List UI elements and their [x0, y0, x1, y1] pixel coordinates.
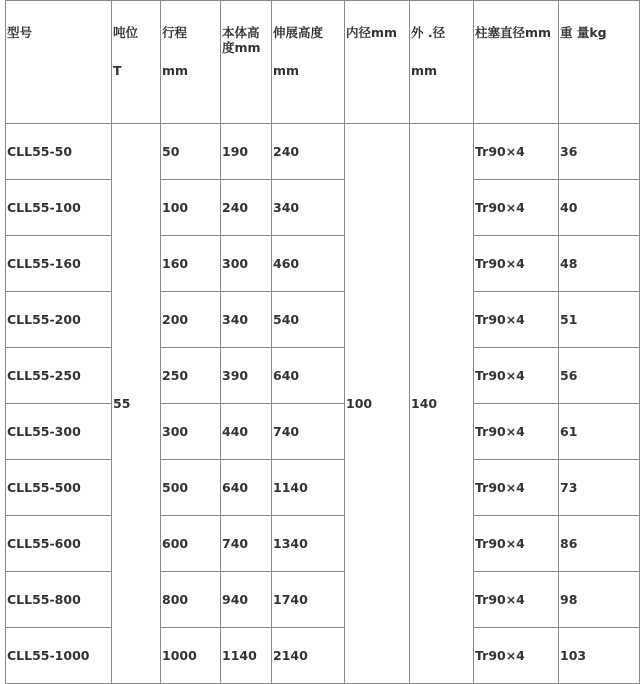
stroke-cell: 250 [161, 348, 221, 404]
table-row [6, 460, 640, 516]
body-height-cell: 240 [221, 180, 272, 236]
header-body-height: 本体高度mm [221, 1, 272, 124]
model-cell: CLL55-600 [6, 516, 112, 572]
table-row [6, 628, 640, 684]
extended-height-cell: 1140 [272, 460, 345, 516]
header-outer-diameter: 外 .径 mm [410, 1, 474, 124]
body-height-cell: 940 [221, 572, 272, 628]
table-row [6, 516, 640, 572]
stroke-cell: 600 [161, 516, 221, 572]
extended-height-cell: 240 [272, 124, 345, 180]
tonnage-cell: 55 [112, 124, 161, 684]
weight-cell: 56 [559, 348, 640, 404]
extended-height-cell: 1340 [272, 516, 345, 572]
model-cell: CLL55-250 [6, 348, 112, 404]
body-height-cell: 1140 [221, 628, 272, 684]
stroke-cell: 200 [161, 292, 221, 348]
model-cell: CLL55-50 [6, 124, 112, 180]
weight-cell: 61 [559, 404, 640, 460]
extended-height-cell: 2140 [272, 628, 345, 684]
header-weight: 重 量kg [559, 1, 640, 124]
plunger-cell: Tr90×4 [474, 572, 559, 628]
plunger-cell: Tr90×4 [474, 628, 559, 684]
header-model: 型号 [6, 1, 112, 124]
table-row [6, 180, 640, 236]
weight-cell: 36 [559, 124, 640, 180]
stroke-cell: 50 [161, 124, 221, 180]
header-extended-height: 伸展高度 mm [272, 1, 345, 124]
extended-height-cell: 640 [272, 348, 345, 404]
body-height-cell: 190 [221, 124, 272, 180]
model-cell: CLL55-300 [6, 404, 112, 460]
plunger-cell: Tr90×4 [474, 404, 559, 460]
body-height-cell: 740 [221, 516, 272, 572]
body-height-cell: 640 [221, 460, 272, 516]
weight-cell: 98 [559, 572, 640, 628]
inner-diameter-cell: 100 [345, 124, 410, 684]
plunger-cell: Tr90×4 [474, 180, 559, 236]
table-row [6, 404, 640, 460]
weight-cell: 40 [559, 180, 640, 236]
body-height-cell: 440 [221, 404, 272, 460]
weight-cell: 103 [559, 628, 640, 684]
model-cell: CLL55-1000 [6, 628, 112, 684]
extended-height-cell: 540 [272, 292, 345, 348]
extended-height-cell: 740 [272, 404, 345, 460]
weight-cell: 73 [559, 460, 640, 516]
stroke-cell: 300 [161, 404, 221, 460]
plunger-cell: Tr90×4 [474, 348, 559, 404]
weight-cell: 51 [559, 292, 640, 348]
body-height-cell: 340 [221, 292, 272, 348]
table-row [6, 348, 640, 404]
extended-height-cell: 1740 [272, 572, 345, 628]
header-plunger-diameter: 柱塞直径mm [474, 1, 559, 124]
plunger-cell: Tr90×4 [474, 124, 559, 180]
extended-height-cell: 340 [272, 180, 345, 236]
header-inner-diameter: 内径mm [345, 1, 410, 124]
plunger-cell: Tr90×4 [474, 460, 559, 516]
table-row [6, 292, 640, 348]
header-stroke: 行程 mm [161, 1, 221, 124]
plunger-cell: Tr90×4 [474, 236, 559, 292]
model-cell: CLL55-200 [6, 292, 112, 348]
model-cell: CLL55-100 [6, 180, 112, 236]
extended-height-cell: 460 [272, 236, 345, 292]
stroke-cell: 500 [161, 460, 221, 516]
stroke-cell: 160 [161, 236, 221, 292]
model-cell: CLL55-500 [6, 460, 112, 516]
outer-diameter-cell: 140 [410, 124, 474, 684]
table-row [6, 572, 640, 628]
table-row [6, 124, 640, 180]
header-row [6, 1, 640, 124]
plunger-cell: Tr90×4 [474, 516, 559, 572]
model-cell: CLL55-160 [6, 236, 112, 292]
body-height-cell: 390 [221, 348, 272, 404]
plunger-cell: Tr90×4 [474, 292, 559, 348]
weight-cell: 48 [559, 236, 640, 292]
stroke-cell: 100 [161, 180, 221, 236]
body-height-cell: 300 [221, 236, 272, 292]
spec-table [5, 0, 640, 684]
weight-cell: 86 [559, 516, 640, 572]
model-cell: CLL55-800 [6, 572, 112, 628]
stroke-cell: 800 [161, 572, 221, 628]
stroke-cell: 1000 [161, 628, 221, 684]
header-tonnage: 吨位 T [112, 1, 161, 124]
table-row [6, 236, 640, 292]
